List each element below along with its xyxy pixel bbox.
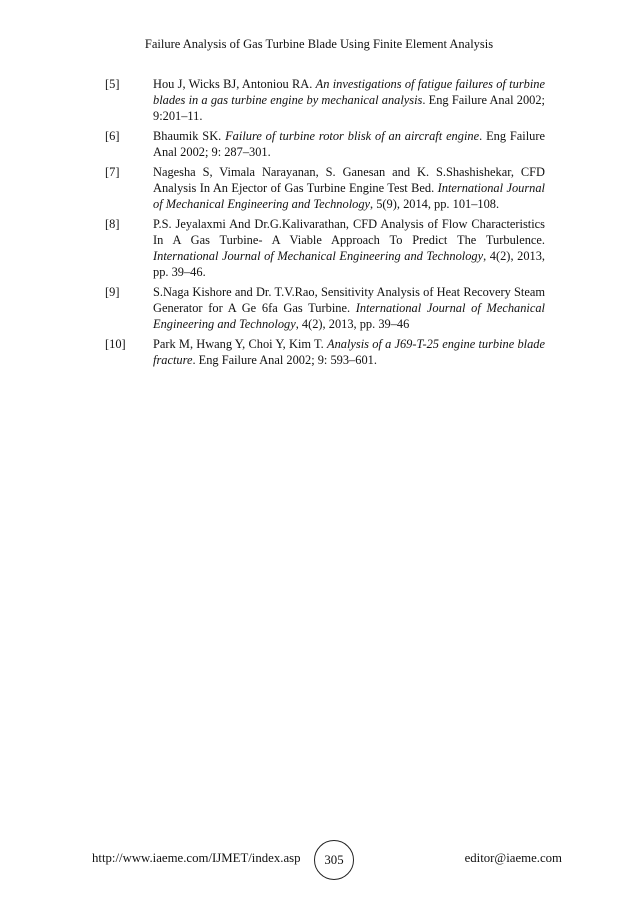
reference-text (153, 76, 545, 124)
reference-number: [9] (105, 285, 120, 299)
reference-text (153, 216, 545, 280)
reference-source: , 4(2), 2013, pp. 39–46 (295, 317, 410, 331)
reference-source: , 5(9), 2014, pp. 101–108. (370, 197, 500, 211)
reference-list (105, 76, 545, 372)
editor-email-link[interactable]: editor@iaeme.com (464, 851, 562, 865)
reference-item (105, 76, 545, 124)
reference-item (105, 128, 545, 160)
reference-item (105, 216, 545, 280)
reference-title: Analysis of a J69-T-25 engine turbine blade fracture (153, 337, 545, 367)
reference-text (153, 336, 545, 368)
reference-source: . Eng Failure Anal 2002; 9: 593–601. (192, 353, 377, 367)
reference-journal: International Journal of Mechanical Engineering and Technology (153, 249, 484, 263)
reference-number: [6] (105, 129, 120, 143)
reference-journal: International Journal of Mechanical Engineering and Technology (153, 301, 545, 331)
journal-url-link[interactable]: http://www.iaeme.com/IJMET/index.asp (92, 851, 301, 865)
reference-title: Failure of turbine rotor blisk of an aircraft engine (225, 129, 480, 143)
page-number-badge (314, 840, 354, 880)
reference-item (105, 164, 545, 212)
reference-item (105, 336, 545, 368)
reference-number: [5] (105, 77, 120, 91)
reference-text (153, 164, 545, 212)
reference-authors: P.S. Jeyalaxmi And Dr.G.Kalivarathan, CFD Analysis of Flow Characteristics In A Gas Turbine- A Viable Approach To Predict The Turbulence. (153, 217, 545, 247)
reference-authors: S.Naga Kishore and Dr. T.V.Rao, Sensitivity Analysis of Heat Recovery Steam Generator for A Ge 6fa Gas Turbine. (153, 285, 545, 315)
page-number: 305 (324, 852, 344, 867)
reference-source: . Eng Failure Anal 2002; 9:201–11. (153, 93, 545, 123)
reference-source: . Eng Failure Anal 2002; 9: 287–301. (153, 129, 545, 159)
reference-authors: Hou J, Wicks BJ, Antoniou RA. (153, 77, 316, 91)
reference-text (153, 128, 545, 160)
reference-source: , 4(2), 2013, pp. 39–46. (153, 249, 546, 279)
reference-title: An investigations of fatigue failures of turbine blades in a gas turbine engine by mechanical analysis (153, 77, 545, 107)
reference-number: [7] (105, 165, 120, 179)
page-footer (92, 840, 562, 882)
reference-authors: Nagesha S, Vimala Narayanan, S. Ganesan and K. S.Shashishekar, CFD Analysis In An Ejector of Gas Turbine Engine Test Bed. (153, 165, 545, 195)
reference-journal: International Journal of Mechanical Engineering and Technology (153, 181, 545, 211)
reference-text (153, 284, 545, 332)
reference-number: [8] (105, 217, 120, 231)
reference-authors: Bhaumik SK. (153, 129, 226, 143)
reference-item (105, 284, 545, 332)
running-header: Failure Analysis of Gas Turbine Blade Using Finite Element Analysis (144, 37, 494, 51)
reference-authors: Park M, Hwang Y, Choi Y, Kim T. (153, 337, 327, 351)
reference-number: [10] (105, 337, 126, 351)
